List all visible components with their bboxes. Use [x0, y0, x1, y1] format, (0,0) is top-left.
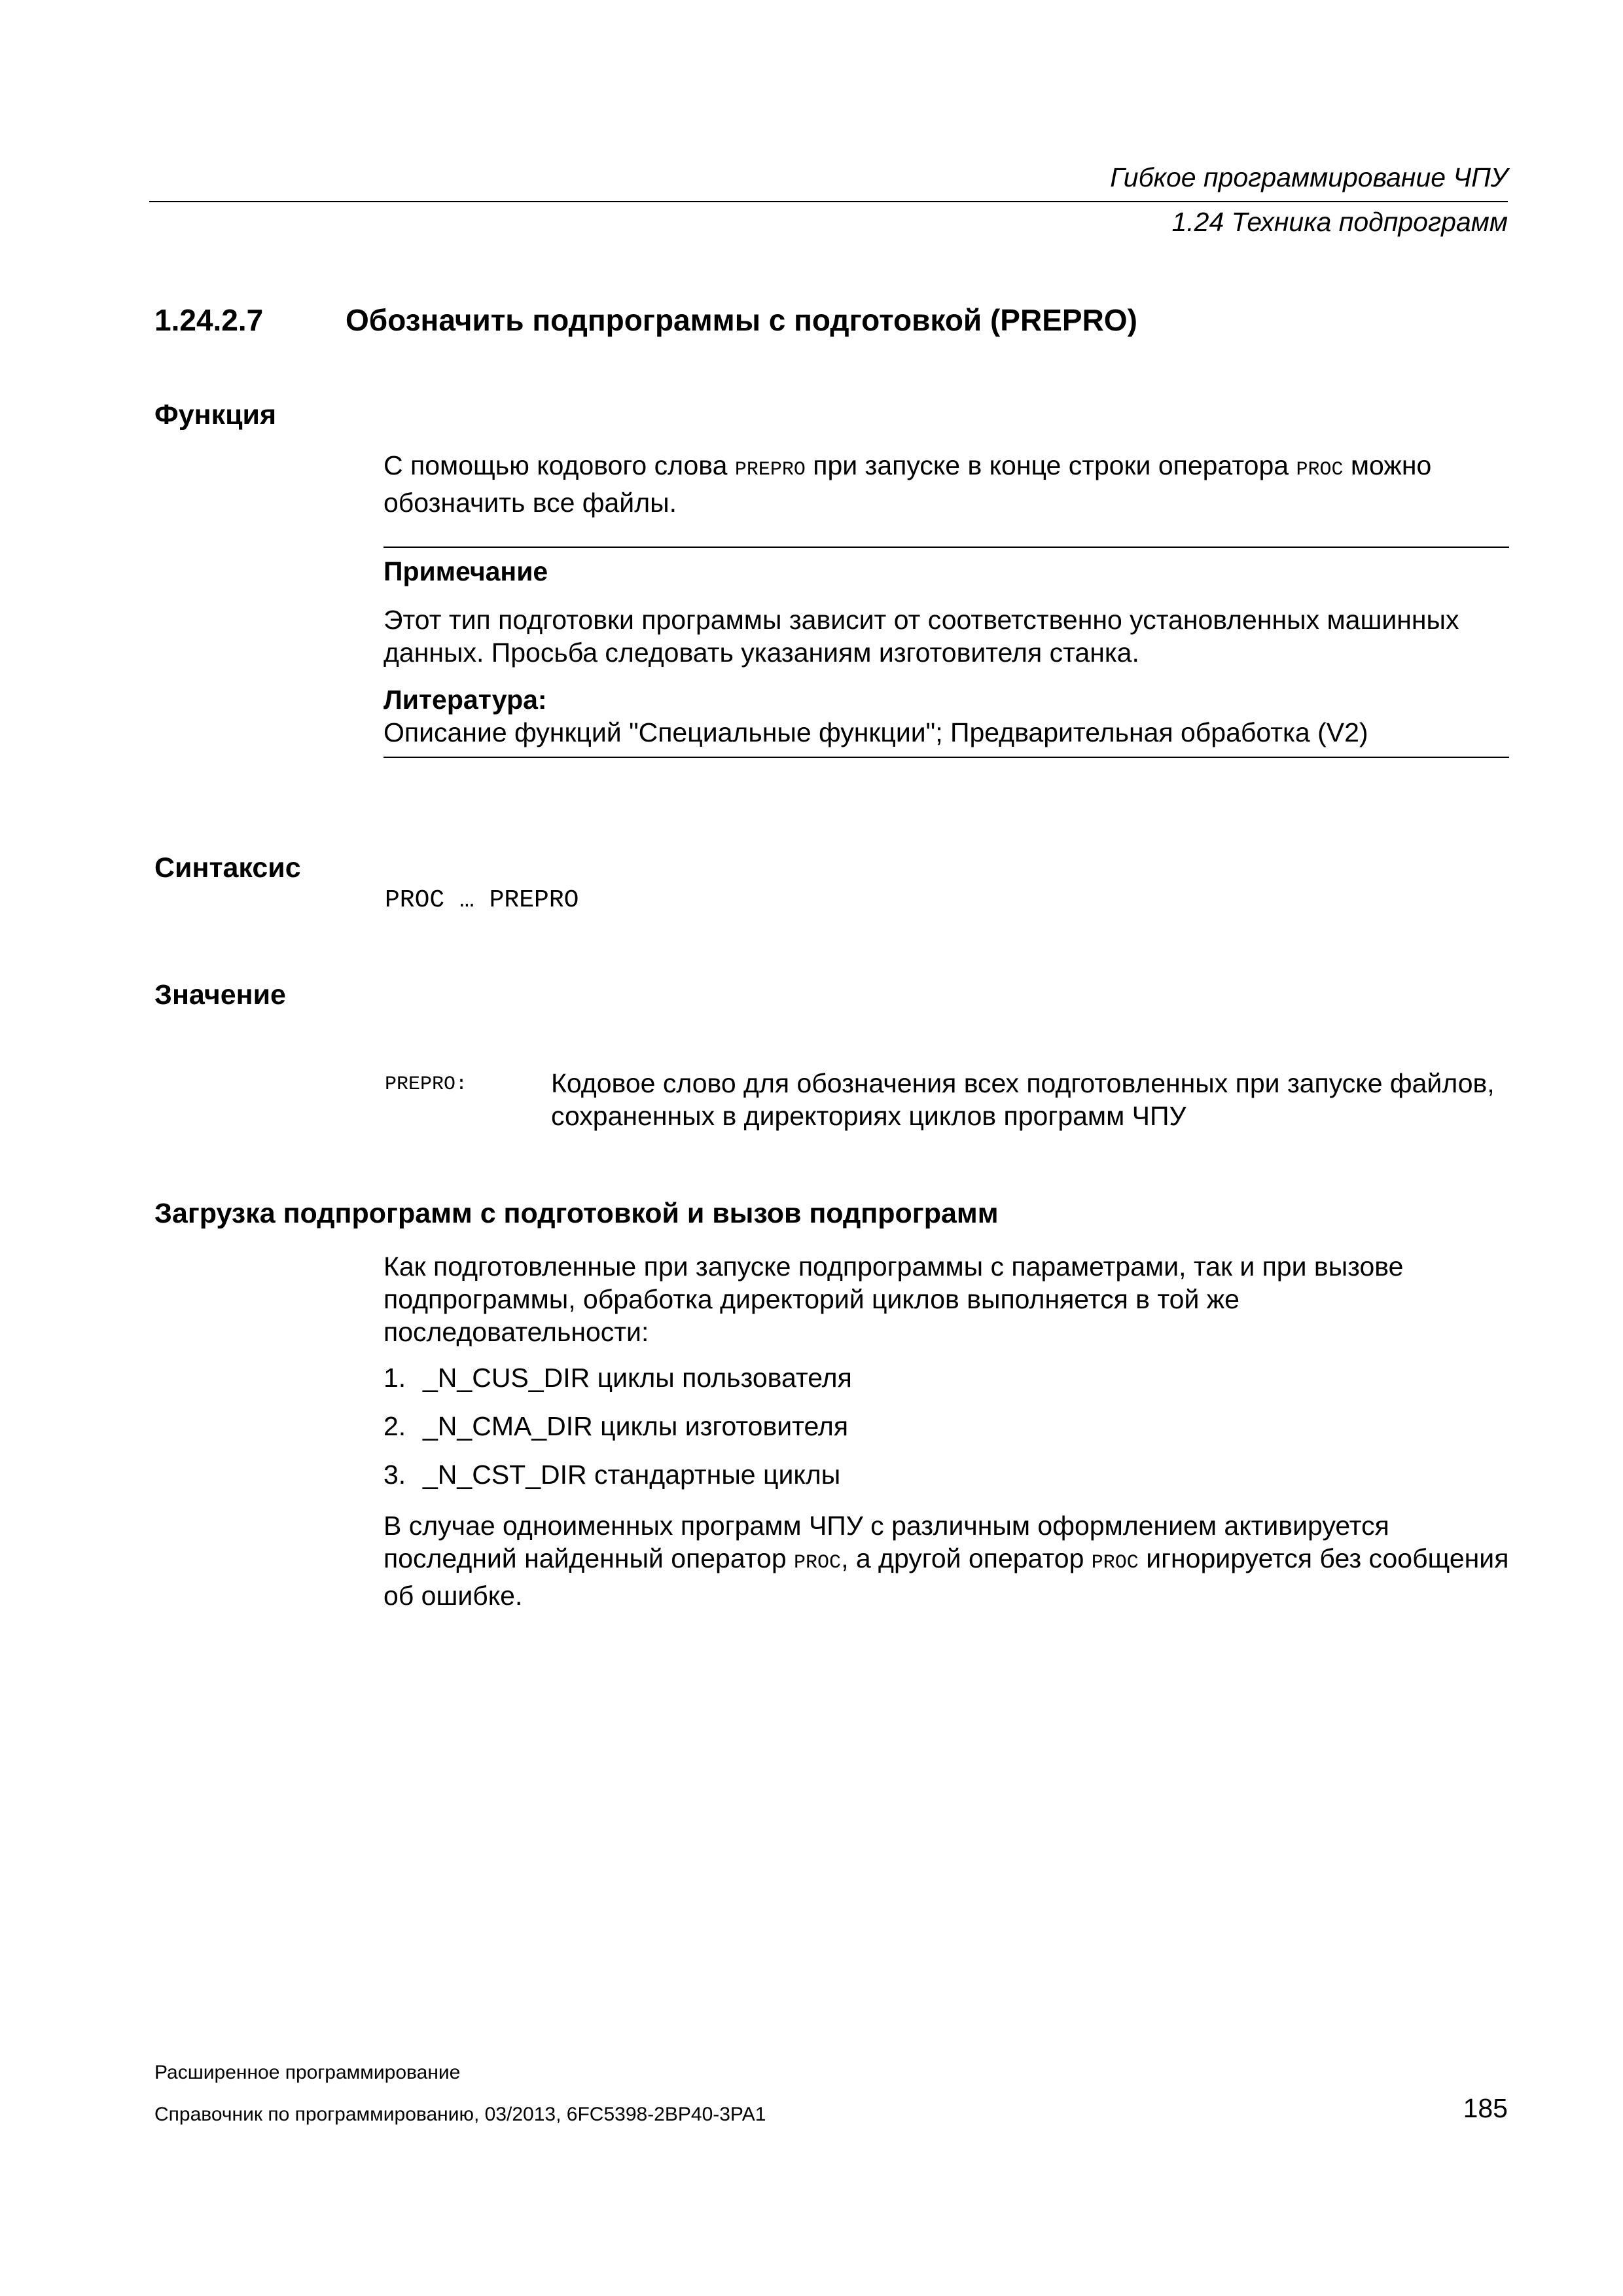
outro-code-proc-1: PROC [794, 1552, 842, 1574]
page-number: 185 [1463, 2093, 1508, 2123]
running-header-title: Гибкое программирование ЧПУ [1110, 162, 1508, 192]
section-title: Обозначить подпрограммы с подготовкой (PREPRO) [346, 303, 1137, 337]
function-heading: Функция [154, 399, 277, 431]
syntax-code: PROC … PREPRO [385, 886, 579, 914]
header-rule [149, 201, 1508, 202]
function-text-1: С помощью кодового слова [383, 450, 735, 480]
loading-outro [383, 1509, 1509, 1612]
list-item [383, 1411, 848, 1442]
list-item-number: 2. [383, 1411, 406, 1441]
meaning-heading: Значение [154, 979, 286, 1011]
note-heading: Примечание [383, 556, 548, 586]
meaning-value: Кодовое слово для обозначения всех подготовленных при запуске файлов, сохраненных в директориях циклов программ ЧПУ [551, 1068, 1495, 1131]
function-text-2: при запуске в конце строки оператора [805, 450, 1296, 480]
outro-text-3: игнорируется без сообщения об ошибке. [383, 1543, 1509, 1611]
running-header-section: 1.24 Техника подпрограмм [1171, 207, 1508, 237]
list-item-text: _N_CUS_DIR циклы пользователя [423, 1363, 852, 1393]
loading-intro: Как подготовленные при запуске подпрограммы с параметрами, так и при вызове подпрограммы, обработка директорий циклов выполняется в той же последовательности: [383, 1251, 1404, 1347]
meaning-key: PREPRO: [385, 1073, 468, 1096]
footer-manual-info: Справочник по программированию, 03/2013, 6FC5398-2BP40-3PA1 [154, 2104, 766, 2125]
list-item-number: 1. [383, 1363, 406, 1393]
note-bottom-rule [383, 757, 1509, 758]
note-top-rule [383, 547, 1509, 548]
list-item-number: 3. [383, 1460, 406, 1490]
function-code-prepro: PREPRO [734, 459, 806, 481]
list-item-text: _N_CMA_DIR циклы изготовителя [423, 1411, 849, 1441]
literature-text: Описание функций "Специальные функции"; Предварительная обработка (V2) [383, 717, 1368, 747]
function-paragraph [383, 449, 1509, 519]
function-code-proc: PROC [1296, 459, 1344, 481]
section-number: 1.24.2.7 [154, 303, 264, 337]
list-item [383, 1460, 840, 1490]
loading-heading: Загрузка подпрограмм с подготовкой и вызов подпрограмм [154, 1198, 999, 1229]
literature-heading: Литература: [383, 685, 547, 715]
syntax-heading: Синтаксис [154, 852, 301, 884]
function-text-3: можно обозначить все файлы. [383, 450, 1432, 518]
list-item-text: _N_CST_DIR стандартные циклы [423, 1460, 841, 1490]
list-item [383, 1363, 852, 1393]
outro-text-2: , а другой оператор [841, 1543, 1092, 1573]
footer-book-title: Расширенное программирование [154, 2062, 461, 2083]
note-text: Этот тип подготовки программы зависит от соответственно установленных машинных данных. Просьба следовать указаниям изготовителя станка. [383, 605, 1459, 668]
outro-text-1: В случае одноименных программ ЧПУ с различным оформлением активируется последний найденный оператор [383, 1511, 1389, 1573]
outro-code-proc-2: PROC [1091, 1552, 1139, 1574]
